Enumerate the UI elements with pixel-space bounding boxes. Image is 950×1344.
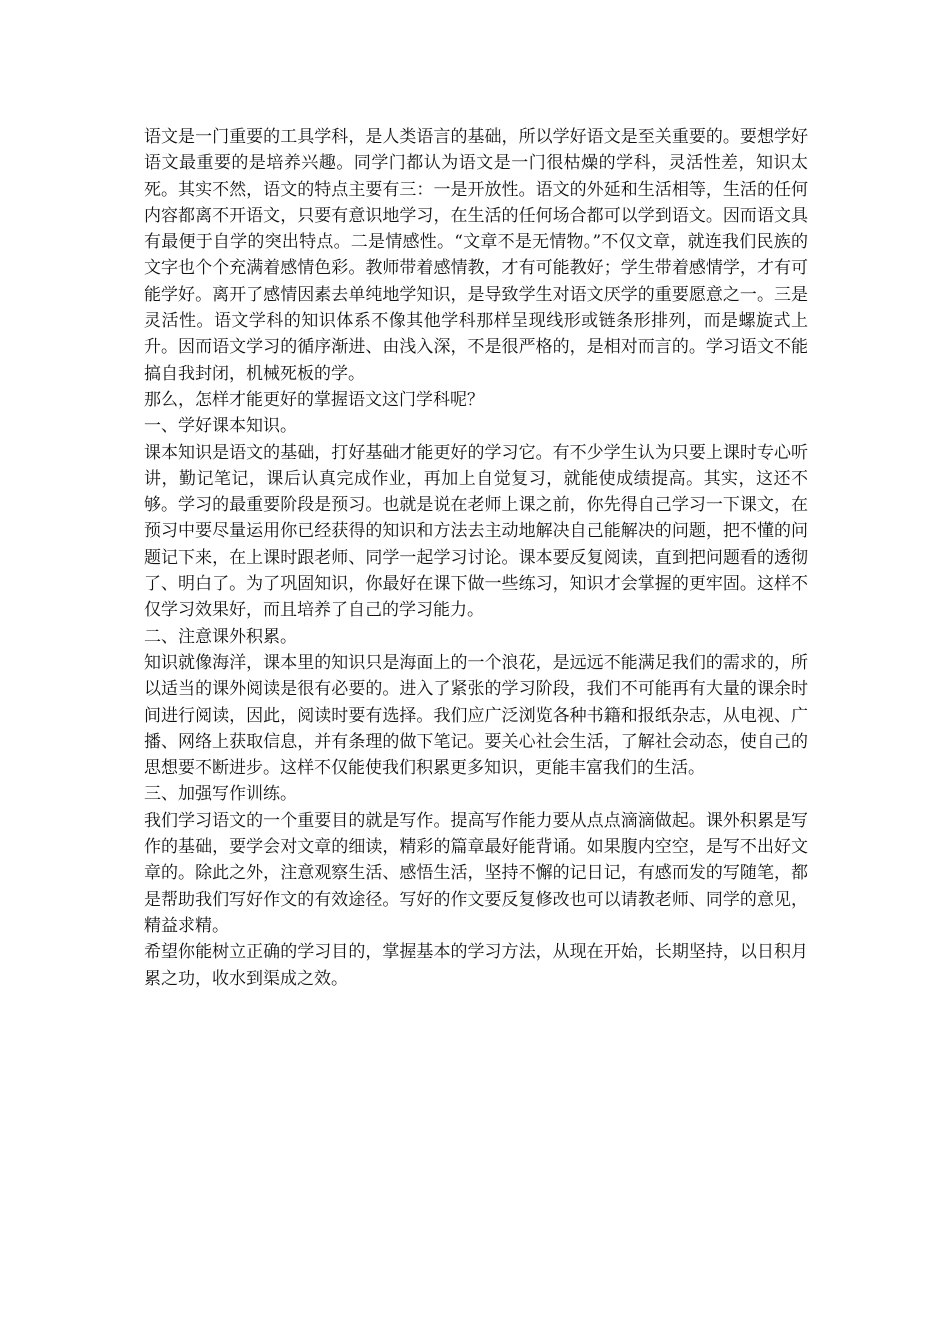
paragraph-conclusion: 希望你能树立正确的学习目的，掌握基本的学习方法，从现在开始，长期坚持，以日积月累之功，收水到渠成之效。 xyxy=(144,942,808,989)
paragraph-section-2: 知识就像海洋，课本里的知识只是海面上的一个浪花，是远远不能满足我们的需求的，所以适当的课外阅读是很有必要的。进入了紧张的学习阶段，我们不可能再有大量的课余时间进行阅读，因此，阅读时要有选择。我们应广泛浏览各种书籍和报纸杂志，从电视、广播、网络上获取信息，并有条理的做下笔记。要关心社会生活，了解社会动态，使自己的思想要不断进步。这样不仅能使我们积累更多知识，更能丰富我们的生活。 xyxy=(144,652,808,779)
paragraph-intro: 语文是一门重要的工具学科，是人类语言的基础，所以学好语文是至关重要的。要想学好语文最重要的是培养兴趣。同学门都认为语文是一门很枯燥的学科，灵活性差，知识太死。其实不然，语文的特点主要有三：一是开放性。语文的外延和生活相等，生活的任何内容都离不开语文，只要有意识地学习，在生活的任何场合都可以学到语文。因而语文具有最便于自学的突出特点。二是情感性。“文章不是无情物。”不仅文章，就连我们民族的文字也个个充满着感情色彩。教师带着感情教，才有可能教好；学生带着感情学，才有可能学好。离开了感情因素去单纯地学知识，是导致学生对语文厌学的重要愿意之一。三是灵活性。语文学科的知识体系不像其他学科那样呈现线形或链条形排列，而是螺旋式上升。因而语文学习的循序渐进、由浅入深，不是很严格的，是相对而言的。学习语文不能搞自我封闭，机械死板的学。 xyxy=(144,127,808,384)
section-heading-2: 二、注意课外积累。 xyxy=(144,626,297,647)
document-body xyxy=(144,124,808,992)
section-heading-1: 一、学好课本知识。 xyxy=(144,416,297,437)
paragraph-section-1: 课本知识是语文的基础，打好基础才能更好的学习它。有不少学生认为只要上课时专心听讲，勤记笔记，课后认真完成作业，再加上自觉复习，就能使成绩提高。其实，这还不够。学习的最重要阶段是预习。也就是说在老师上课之前，你先得自己学习一下课文，在预习中要尽量运用你已经获得的知识和方法去主动地解决自己能解决的问题，把不懂的问题记下来，在上课时跟老师、同学一起学习讨论。课本要反复阅读，直到把问题看的透彻了、明白了。为了巩固知识，你最好在课下做一些练习，知识才会掌握的更牢固。这样不仅学习效果好，而且培养了自己的学习能力。 xyxy=(144,442,808,621)
paragraph-question: 那么，怎样才能更好的掌握语文这门学科呢？ xyxy=(144,389,484,410)
paragraph-section-3: 我们学习语文的一个重要目的就是写作。提高写作能力要从点点滴滴做起。课外积累是写作的基础，要学会对文章的细读，精彩的篇章最好能背诵。如果腹内空空，是写不出好文章的。除此之外，注意观察生活、感悟生活，坚持不懈的记日记，有感而发的写随笔，都是帮助我们写好作文的有效途径。写好的作文要反复修改也可以请教老师、同学的意见，精益求精。 xyxy=(144,810,808,936)
section-heading-3: 三、加强写作训练。 xyxy=(144,784,297,805)
